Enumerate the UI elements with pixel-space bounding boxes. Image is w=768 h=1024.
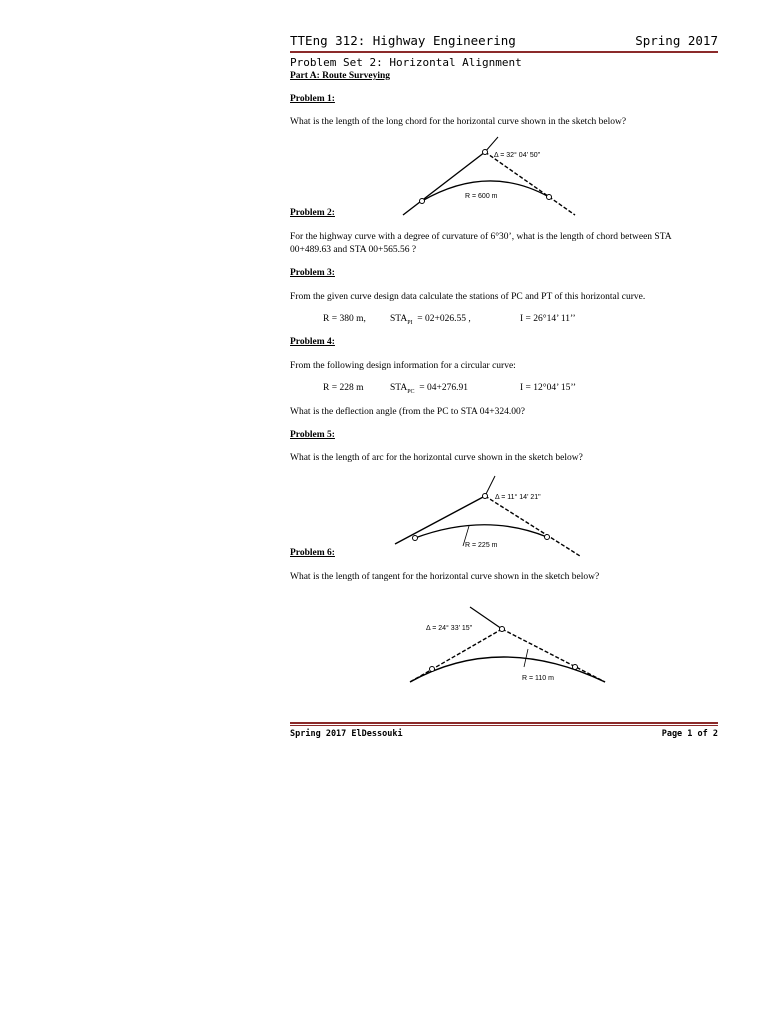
problem-2-text: [290, 231, 720, 257]
problem-4-radius: R = 228 m: [323, 383, 364, 393]
fig2-radius-label: R = 225 m: [465, 542, 498, 549]
problem-4-station: $STA_{PC} = 04+276.91$: [390, 383, 468, 395]
fig3-tangent-extension: [470, 607, 502, 629]
fig3-pi-point: [500, 627, 505, 632]
part-heading: Part A: Route Surveying: [290, 71, 391, 81]
problem-2-label: Problem 2:: [290, 208, 335, 218]
course-title: TTEng 312: Highway Engineering: [290, 33, 516, 48]
fig1-delta-label: Δ = 32° 04' 50": [494, 152, 541, 159]
fig2-pc-point: [413, 536, 418, 541]
problem-4-intersection-angle: I = 12°04’ 15’’: [520, 383, 577, 393]
fig2-curve-arc: [415, 525, 547, 538]
term-label: Spring 2017: [635, 33, 718, 48]
fig2-pt-point: [545, 535, 550, 540]
problem-3-label: Problem 3:: [290, 268, 335, 278]
problem-3-radius: R = 380 m,: [323, 314, 366, 324]
fig2-pi-point: [483, 494, 488, 499]
fig3-pt-point: [573, 665, 578, 670]
problem-6-text: What is the length of tangent for the horizontal curve shown in the sketch below?: [290, 572, 600, 582]
problem-3-text: From the given curve design data calculate the stations of PC and PT of this horizontal curve.: [290, 292, 646, 302]
figure-1-curve-sketch: [360, 135, 590, 217]
fig1-tangent-left: [403, 152, 485, 215]
fig2-tangent-left: [395, 496, 485, 544]
problem-5-label: Problem 5:: [290, 430, 335, 440]
figure-2-curve-sketch: [385, 474, 590, 560]
fig3-radius-label: R = 110 m: [522, 675, 554, 682]
fig3-pc-point: [430, 667, 435, 672]
problem-4-text: From the following design information for a circular curve:: [290, 361, 516, 371]
fig2-tangent-extension: [485, 476, 495, 496]
fig1-pi-point: [483, 150, 488, 155]
footer-author: Spring 2017 ElDessouki: [290, 729, 403, 739]
figure-3-curve-sketch: [400, 602, 610, 687]
problem-2-line-2: 00+489.63 and STA 00+565.56 ?: [290, 245, 417, 255]
fig1-radius-label: R = 600 m: [465, 193, 498, 200]
fig3-delta-label: Δ = 24° 33' 15": [426, 625, 473, 632]
problem-4-question: What is the deflection angle (from the PC to STA 04+324.00?: [290, 407, 525, 417]
fig1-tangent-right: [485, 152, 575, 215]
fig1-pt-point: [547, 195, 552, 200]
problem-6-label: Problem 6:: [290, 548, 335, 558]
problem-3-intersection-angle: I = 26°14’ 11’’: [520, 314, 576, 324]
fig2-delta-label: Δ = 11° 14' 21": [495, 494, 541, 501]
problem-1-label: Problem 1:: [290, 94, 335, 104]
problem-2-line-1: For the highway curve with a degree of curvature of 6°30’, what is the length of chord between STA: [290, 232, 672, 242]
problem-3-station: $STA_{PI} = 02+026.55$ ,: [390, 314, 471, 326]
problem-1-text: What is the length of the long chord for the horizontal curve shown in the sketch below?: [290, 117, 627, 127]
fig1-pc-point: [420, 199, 425, 204]
fig3-tangent-left: [410, 629, 502, 682]
footer-page-number: Page 1 of 2: [661, 729, 718, 739]
problem-set-title: Problem Set 2: Horizontal Alignment: [290, 56, 522, 69]
page-header: [290, 33, 718, 51]
fig3-baseline: [408, 680, 600, 682]
problem-4-label: Problem 4:: [290, 337, 335, 347]
footer-rule: [290, 722, 718, 726]
problem-5-text: What is the length of arc for the horizontal curve shown in the sketch below?: [290, 453, 583, 463]
header-rule: [290, 51, 718, 53]
